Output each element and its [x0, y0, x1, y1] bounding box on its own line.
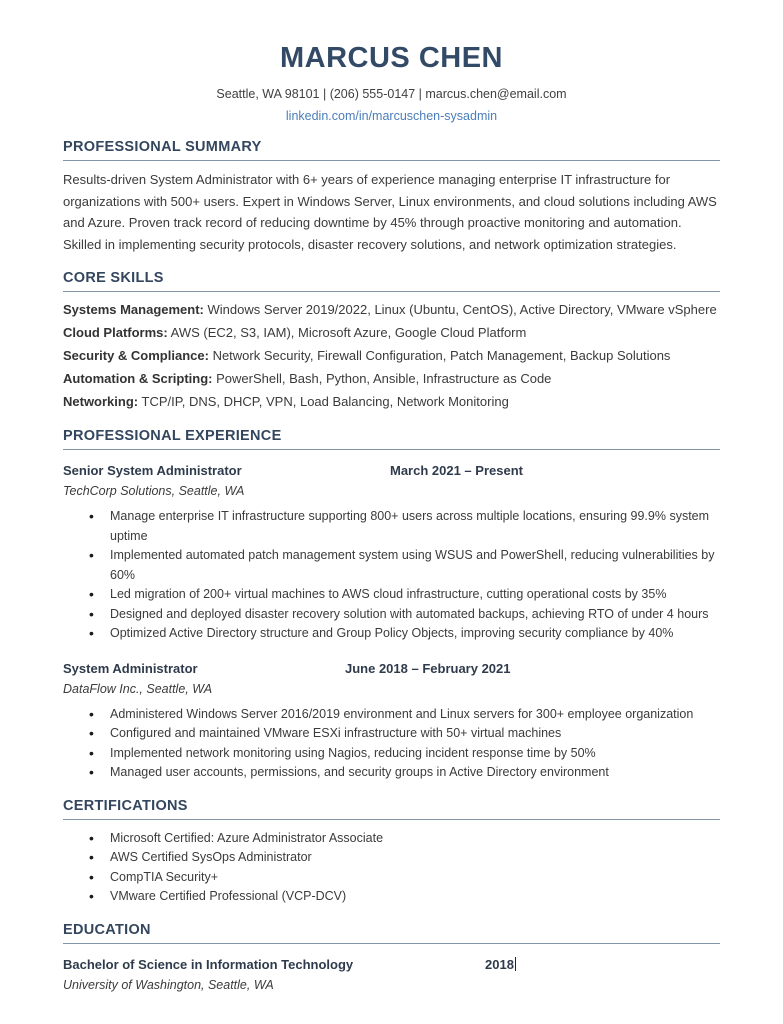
job-bullet: • Administered Windows Server 2016/2019 environment and Linux servers for 300+ employee organization — [63, 705, 720, 725]
job-bullet-list — [63, 507, 720, 644]
skill-line — [63, 390, 720, 413]
education-year: 2018 — [485, 956, 514, 972]
section-heading-summary: PROFESSIONAL SUMMARY — [63, 139, 720, 161]
certification-item: • VMware Certified Professional (VCP-DCV) — [63, 887, 720, 907]
job-role: System Administrator — [63, 660, 198, 676]
job-bullet: • Manage enterprise IT infrastructure supporting 800+ users across multiple locations, ensuring 99.9% system uptime — [63, 507, 720, 546]
resume-name: MARCUS CHEN — [280, 42, 503, 74]
job-bullet-list — [63, 705, 720, 783]
skill-value: AWS (EC2, S3, IAM), Microsoft Azure, Google Cloud Platform — [170, 325, 527, 340]
job-dates: March 2021 – Present — [390, 463, 523, 478]
certification-item: • AWS Certified SysOps Administrator — [63, 848, 720, 868]
job-dates: June 2018 – February 2021 — [345, 660, 511, 676]
section-heading-certifications: CERTIFICATIONS — [63, 798, 720, 820]
skill-line — [63, 344, 720, 367]
section-heading-education: EDUCATION — [63, 922, 720, 944]
job-bullet: • Managed user accounts, permissions, and security groups in Active Directory environment — [63, 763, 720, 783]
skill-label: Security & Compliance: — [63, 348, 209, 363]
section-heading-skills: CORE SKILLS — [63, 270, 720, 292]
job-bullet: • Led migration of 200+ virtual machines to AWS cloud infrastructure, cutting operational costs by 35% — [63, 585, 720, 605]
skill-label: Networking: — [63, 394, 139, 409]
skill-label: Systems Management: — [63, 302, 204, 317]
resume-content — [63, 0, 720, 993]
job-company: TechCorp Solutions, Seattle, WA — [63, 484, 245, 498]
job-bullet: • Designed and deployed disaster recovery solution with automated backups, achieving RTO of under 4 hours — [63, 605, 720, 625]
job-bullet: • Implemented network monitoring using Nagios, reducing incident response time by 50% — [63, 744, 720, 764]
education-year-wrap — [485, 957, 516, 973]
job-company: DataFlow Inc., Seattle, WA — [63, 681, 213, 696]
skill-line — [63, 367, 720, 390]
skill-line — [63, 321, 720, 344]
job-header — [63, 463, 720, 479]
skill-value: Network Security, Firewall Configuration, Patch Management, Backup Solutions — [212, 348, 671, 363]
skill-value: PowerShell, Bash, Python, Ansible, Infrastructure as Code — [216, 371, 552, 386]
education-school: University of Washington, Seattle, WA — [63, 977, 274, 992]
job-bullet: • Configured and maintained VMware ESXi infrastructure with 50+ virtual machines — [63, 724, 720, 744]
certification-item: • Microsoft Certified: Azure Administrator Associate — [63, 829, 720, 849]
skill-label: Automation & Scripting: — [63, 371, 213, 386]
text-cursor — [515, 957, 516, 971]
contact-line: Seattle, WA 98101 | (206) 555-0147 | marcus.chen@email.com — [216, 87, 567, 101]
certification-item: • CompTIA Security+ — [63, 868, 720, 888]
skill-value: Windows Server 2019/2022, Linux (Ubuntu, CentOS), Active Directory, VMware vSphere — [207, 302, 717, 317]
job-bullet: • Optimized Active Directory structure and Group Policy Objects, improving security compliance by 40% — [63, 624, 720, 644]
job-role: Senior System Administrator — [63, 463, 242, 478]
job-header — [63, 661, 720, 677]
skill-line — [63, 298, 720, 321]
skill-label: Cloud Platforms: — [63, 325, 168, 340]
education-header — [63, 957, 720, 973]
certification-list — [63, 829, 720, 907]
job-bullet: • Implemented automated patch management system using WSUS and PowerShell, reducing vulnerabilities by 60% — [63, 546, 720, 585]
skills-block — [63, 298, 720, 413]
summary-text: Results-driven System Administrator with 6+ years of experience managing enterprise IT infrastructure for organizations with 500+ users. Expert in Windows Server, Linux environments, and cloud solutions including AWS and Azure. Proven track record of reducing downtime by 45% through proactive monitoring and automation. Skilled in implementing security protocols, disaster recovery solutions, and network optimization strategies. — [63, 172, 717, 252]
linkedin-link[interactable]: linkedin.com/in/marcuschen-sysadmin — [285, 109, 498, 123]
skill-value: TCP/IP, DNS, DHCP, VPN, Load Balancing, Network Monitoring — [141, 394, 509, 409]
education-degree: Bachelor of Science in Information Technology — [63, 956, 354, 972]
section-heading-experience: PROFESSIONAL EXPERIENCE — [63, 428, 720, 450]
